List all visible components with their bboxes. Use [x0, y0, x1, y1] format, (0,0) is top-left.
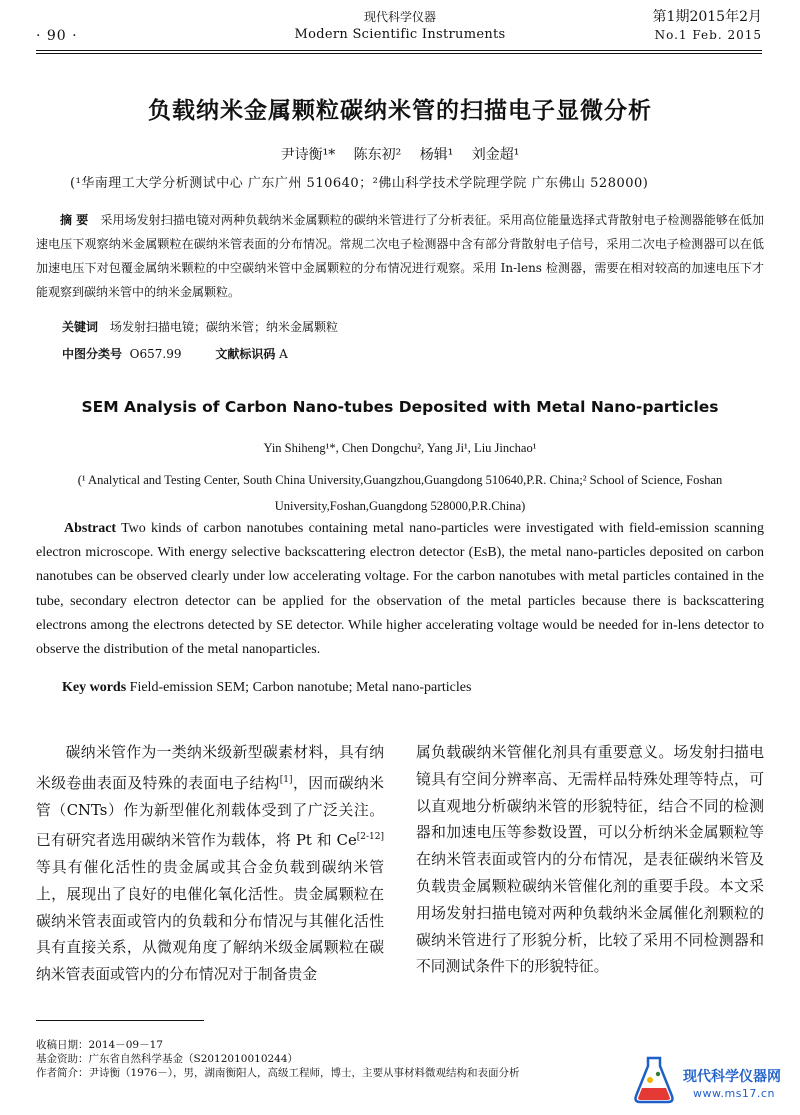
clc-value: O657.99 [129, 347, 182, 361]
footnote-rule [36, 1020, 204, 1021]
paper-title-cn: 负载纳米金属颗粒碳纳米管的扫描电子显微分析 [148, 97, 652, 124]
page-number: · 90 · [36, 28, 78, 44]
issue-cn: 第1期2015年2月 [652, 9, 762, 25]
classification [62, 345, 318, 362]
paper-title-en: SEM Analysis of Carbon Nano-tubes Deposited with Metal Nano-particles [81, 398, 719, 416]
keywords-cn [62, 318, 338, 335]
keywords-en-text: Field-emission SEM; Carbon nanotube; Metal nano-particles [129, 680, 472, 695]
footnotes [36, 1038, 519, 1080]
footnote-author: 作者简介：尹诗衡（1976－），男，湖南衡阳人，高级工程师，博士，主要从事材料微观结构和表面分析 [36, 1067, 520, 1079]
doc-code-label: 文献标识码 [215, 347, 276, 361]
abstract-cn-label: 摘 要 [60, 213, 89, 227]
body-column-left [36, 740, 384, 989]
affiliation-en-line2: University,Foshan,Guangdong 528000,P.R.China) [274, 499, 526, 513]
doc-code-value: A [279, 347, 288, 361]
watermark-url[interactable]: www.ms17.cn [693, 1087, 775, 1100]
keywords-en-label: Key words [62, 680, 127, 695]
affiliation-en [36, 467, 764, 519]
authors-en: Yin Shiheng¹*, Chen Dongchu², Yang Ji¹, Liu Jinchao¹ [263, 441, 537, 455]
body-text: 等具有催化活性的贵金属或其合金负载到碳纳米管上，展现出了良好的电催化氧化活性。贵金属颗粒在碳纳米管表面或管内的负载和分布情况与其催化活性具有直接关系，从微观角度了解纳米级金属颗粒在碳纳米管表面或管内的分布情况对于制备贵金 [36, 859, 384, 984]
keywords-en [62, 680, 471, 696]
flask-icon [636, 1058, 673, 1102]
abstract-en-label: Abstract [64, 521, 117, 536]
header-rule [36, 50, 762, 51]
header-rule-thin [36, 53, 762, 54]
abstract-en [36, 517, 764, 662]
abstract-cn-text: 采用场发射扫描电镜对两种负载纳米金属颗粒的碳纳米管进行了分析表征。采用高位能量选择式背散射电子检测器能够在低加速电压下观察纳米金属颗粒在碳纳米管表面的分布情况。常规二次电子检测器中含有部分背散射电子信号，采用二次电子检测器可以在低加速电压下对包覆金属纳米颗粒的中空碳纳米管中金属颗粒的分布情况进行观察。采用 In-lens 检测器，需要在相对较高的加速电压下才能观察到碳纳米管中的纳米金属颗粒。 [36, 213, 764, 299]
keywords-cn-text: 场发射扫描电镜；碳纳米管；纳米金属颗粒 [110, 320, 339, 334]
authors-cn: 尹诗衡¹* 陈东初² 杨辑¹ 刘金超¹ [280, 147, 520, 163]
abstract-en-text: Two kinds of carbon nanotubes containing metal nano-particles were investigated with field-emission scanning electron microscope. With energy selective backscattering electron detector (EsB), the metal nano-particles deposited on carbon nanotubes can be observed clearly under low accelerating voltage. For the carbon nanotubes with metal particles contained in the tube, secondary electron detector can be applied for the observation of the metal particles because there is backscattering electrons among the electrons detected by SE detector. While higher accelerating voltage would be needed for in-lens detector to observe the distribution of the metal nanoparticles. [36, 521, 765, 658]
abstract-cn [36, 208, 764, 304]
citation[interactable]: [1] [279, 774, 293, 785]
keywords-cn-label: 关键词 [62, 320, 99, 334]
issue-info [653, 8, 762, 44]
clc [62, 347, 181, 361]
citation[interactable]: [2-12] [356, 832, 384, 843]
body-text: ，因而碳纳米管（CNTs）作为新型催化剂载体受到了广泛关注。已有研究者选用碳纳米管作为载体，将 Pt 和 Ce [36, 774, 384, 850]
journal-name-cn: 现代科学仪器 [363, 10, 436, 24]
footnote-fund: 基金资助：广东省自然科学基金（S2012010010244） [36, 1053, 299, 1065]
issue-en: No.1 Feb. 2015 [654, 28, 762, 42]
journal-name [250, 8, 550, 44]
body-paragraph-intro [36, 740, 384, 989]
doc-code [215, 347, 288, 361]
footnote-received: 收稿日期：2014－09－17 [36, 1039, 163, 1051]
body-text: 碳纳米管作为一类纳米级新型碳素材料，具有纳米级卷曲表面及特殊的表面电子结构 [36, 744, 384, 792]
journal-name-en: Modern Scientific Instruments [294, 27, 506, 42]
watermark-name: 现代科学仪器网 [683, 1069, 781, 1085]
affiliation-en-line1: (¹ Analytical and Testing Center, South China University,Guangzhou,Guangdong 510640,P.R. China;² School of Science, Foshan [77, 473, 723, 487]
body-column-right [416, 740, 764, 981]
affiliation-cn: (¹华南理工大学分析测试中心 广东广州 510640；²佛山科学技术学院理学院 广东佛山 528000) [70, 176, 649, 191]
clc-label: 中图分类号 [62, 347, 123, 361]
body-paragraph-cont: 属负载碳纳米管催化剂具有重要意义。场发射扫描电镜具有空间分辨率高、无需样品特殊处理等特点，可以直观地分析碳纳米管的形貌特征，结合不同的检测器和加速电压等参数设置，可以分析纳米金属颗粒等在纳米管表面或管内的分布情况，是表征碳纳米管及负载贵金属颗粒碳纳米管催化剂的重要手段。本文采用场发射扫描电镜对两种负载纳米金属催化剂颗粒的碳纳米管进行了形貌分析，比较了采用不同检测器和不同测试条件下的形貌特征。 [416, 744, 764, 976]
